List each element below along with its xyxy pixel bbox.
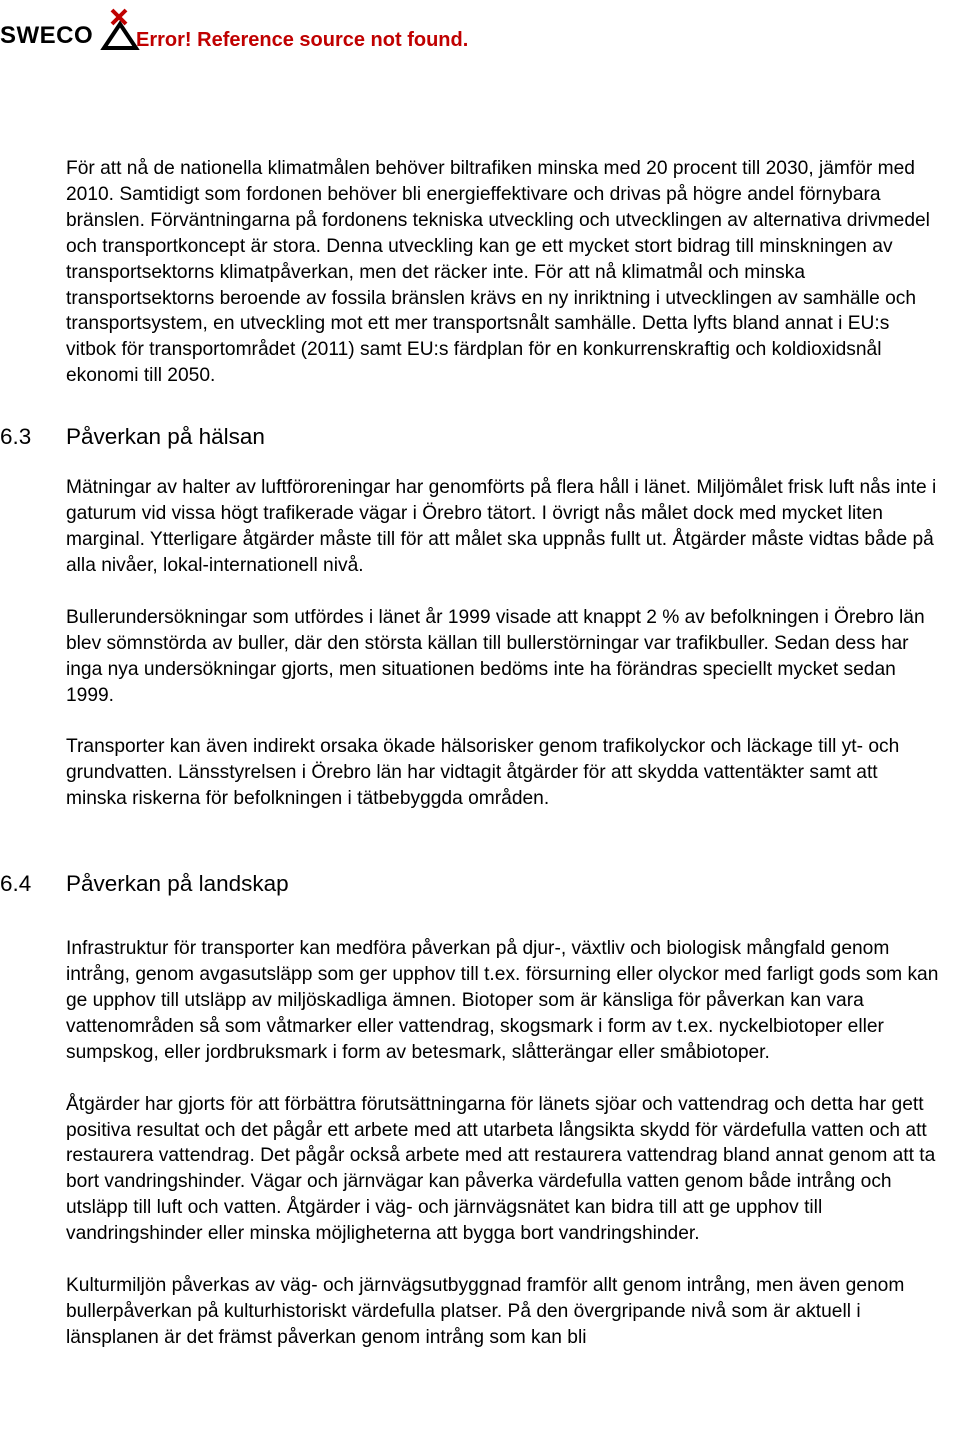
sweco-logo-icon — [100, 4, 140, 50]
health-paragraph-3: Transporter kan även indirekt orsaka ökade hälsorisker genom trafikolyckor och läckage till yt- och grundvatten. Länsstyrelsen i Örebro län har vidtagit åtgärder för att skydda vattentäkter samt att minska riskerna för befolkningen i tätbebyggda områden. — [66, 736, 900, 810]
health-paragraph-1: Mätningar av halter av luftföroreningar har genomförts på flera håll i länet. Miljömålet frisk luft nås inte i gaturum vid vissa högt trafikerade vägar i Örebro tätort. I övrigt nås målet dock med mycket liten marginal. Ytterligare åtgärder måste till för att målet ska uppnås fullt ut. Åtgärder måste vidtas både på alla nivåer, lokal-internationell nivå. — [66, 477, 937, 576]
landscape-paragraph-3: Kulturmiljön påverkas av väg- och järnvägsutbyggnad framför allt genom intrång, men även genom bullerpåverkan på kulturhistoriskt värdefulla platser. På den övergripande nivå som är aktuell i länsplanen är det främst påverkan genom intrång som kan bli — [66, 1275, 905, 1348]
section-heading-6-3 — [0, 419, 960, 455]
section-heading-6-4 — [0, 866, 960, 902]
health-paragraph-2: Bullerundersökningar som utfördes i länet år 1999 visade att knappt 2 % av befolkningen i Örebro län blev sömnstörda av buller, där den största källan till bullerstörningar var trafikbuller. Sedan dess har inga nya undersökningar gjorts, men situationen bedöms inte ha förändras speciellt mycket sedan 1999. — [66, 606, 925, 706]
document-body — [0, 156, 960, 1351]
sweco-logo: SWECO — [0, 22, 94, 49]
section-title: Påverkan på hälsan — [66, 424, 265, 450]
page-header — [0, 0, 960, 70]
intro-paragraph: För att nå de nationella klimatmålen behöver biltrafiken minska med 20 procent till 2030, jämför med 2010. Samtidigt som fordonen behöver bli energieffektivare och drivas på högre andel förnybara bränslen. Förväntningarna på fordonens tekniska utveckling och utvecklingen av alternativa drivmedel och transportkoncept är stora. Denna utveckling kan ge ett mycket stort bidrag till minskningen av transportsektorns klimatpåverkan, men det räcker inte. För att nå klimatmål och minska transportsektorns beroende av fossila bränslen krävs en ny inriktning i utvecklingen av samhälle och transportsystem, en utveckling mot ett mer transportsnålt samhälle. Detta lyfts bland annat i EU:s vitbok för transportområdet (2011) samt EU:s färdplan för en konkurrenskraftig och koldioxidsnål ekonomi till 2050. — [66, 158, 930, 387]
section-number: 6.4 — [0, 871, 32, 897]
landscape-paragraph-2: Åtgärder har gjorts för att förbättra förutsättningarna för länets sjöar och vattendrag och detta har gett positiva resultat och det pågår ett arbete med att utarbeta långsikta skydd för värdefulla vatten och att restaurera vattendrag. Det pågår också arbete med att restaurera vattendrag bland annat genom att ta bort vandringshinder. Vägar och järnvägar kan påverka värdefulla vatten genom både intrång och utsläpp till luft och vatten. Åtgärder i väg- och järnvägsnätet kan bidra till att ge upphov till vandringshinder eller minska möjligheterna att bygga bort vandringshinder. — [66, 1093, 936, 1245]
section-title: Påverkan på landskap — [66, 871, 289, 897]
section-number: 6.3 — [0, 424, 32, 450]
header-title: Error! Reference source not found. — [136, 29, 469, 51]
landscape-paragraph-1: Infrastruktur för transporter kan medföra påverkan på djur-, växtliv och biologisk mångfald genom intrång, genom avgasutsläpp som ger upphov till t.ex. försurning eller olyckor med farligt gods som kan ge upphov till utsläpp av miljöskadliga ämnen. Biotoper som är känsliga för påverkan kan vara vattenområden så som våtmarker eller vattendrag, skogsmark i form av t.ex. nyckelbiotoper eller sumpskog, eller jordbruksmark i form av betesmark, slåtterängar eller småbiotoper. — [66, 938, 939, 1063]
